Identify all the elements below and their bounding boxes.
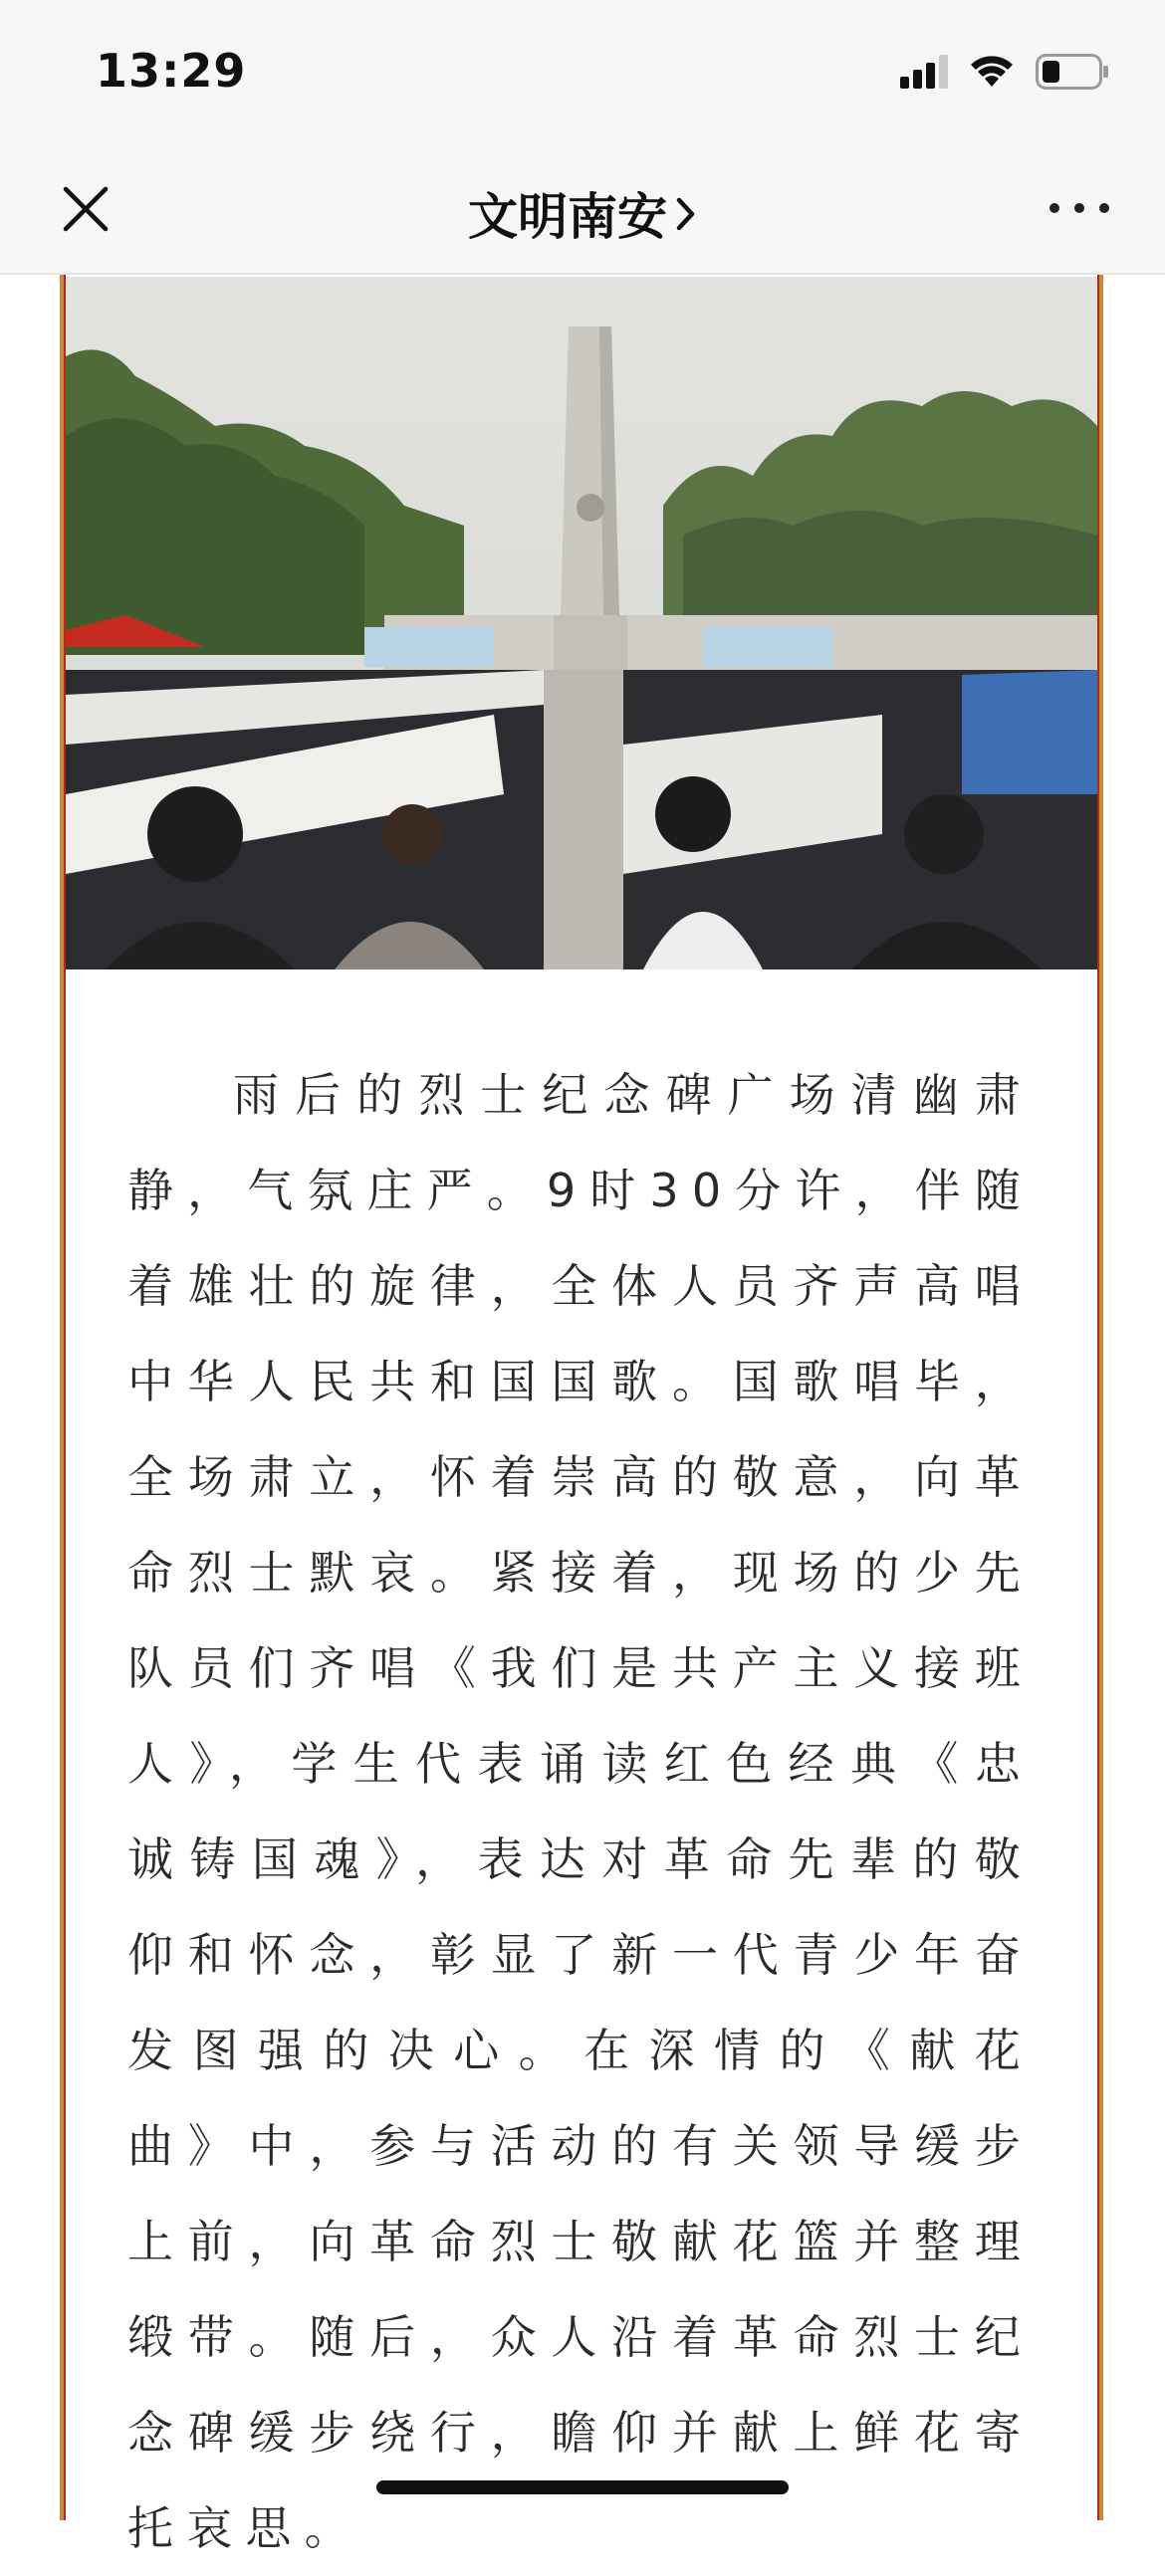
nav-bar: [0, 149, 1165, 275]
home-indicator[interactable]: [376, 2480, 789, 2494]
status-icons: [900, 52, 1109, 96]
article-paragraph: 雨后的烈士纪念碑广场清幽肃静，气氛庄严。9时30分许，伴随着雄壮的旋律，全体人员齐声高唱中华人民共和国国歌。国歌唱毕，全场肃立，怀着崇高的敬意，向革命烈士默哀。紧接着，现场的少先队员们齐唱《我们是共产主义接班人》，学生代表诵读红色经典《忠诚铸国魂》，表达对革命先辈的敬仰和怀念，彰显了新一代青少年奋发图强的决心。在深情的《献花曲》中，参与活动的有关领导缓步上前，向革命烈士敬献花篮并整理缎带。随后，众人沿着革命烈士纪念碑缓步绕行，瞻仰并献上鲜花寄托哀思。: [127, 1068, 1034, 2555]
more-dot: [1049, 203, 1059, 213]
status-bar: [0, 0, 1165, 149]
status-time: 13:29: [96, 44, 247, 98]
account-title-link[interactable]: [0, 177, 1165, 250]
signal-icon: [900, 55, 948, 93]
frame-border-right: [1097, 275, 1099, 2520]
battery-icon: [1036, 54, 1109, 94]
wifi-icon: [970, 55, 1014, 93]
chevron-right-icon: [675, 188, 697, 246]
account-title: 文明南安: [468, 188, 667, 246]
more-dot: [1099, 203, 1109, 213]
more-dot: [1074, 203, 1084, 213]
memorial-ceremony-photo[interactable]: [66, 277, 1097, 969]
more-button[interactable]: [1049, 193, 1109, 223]
